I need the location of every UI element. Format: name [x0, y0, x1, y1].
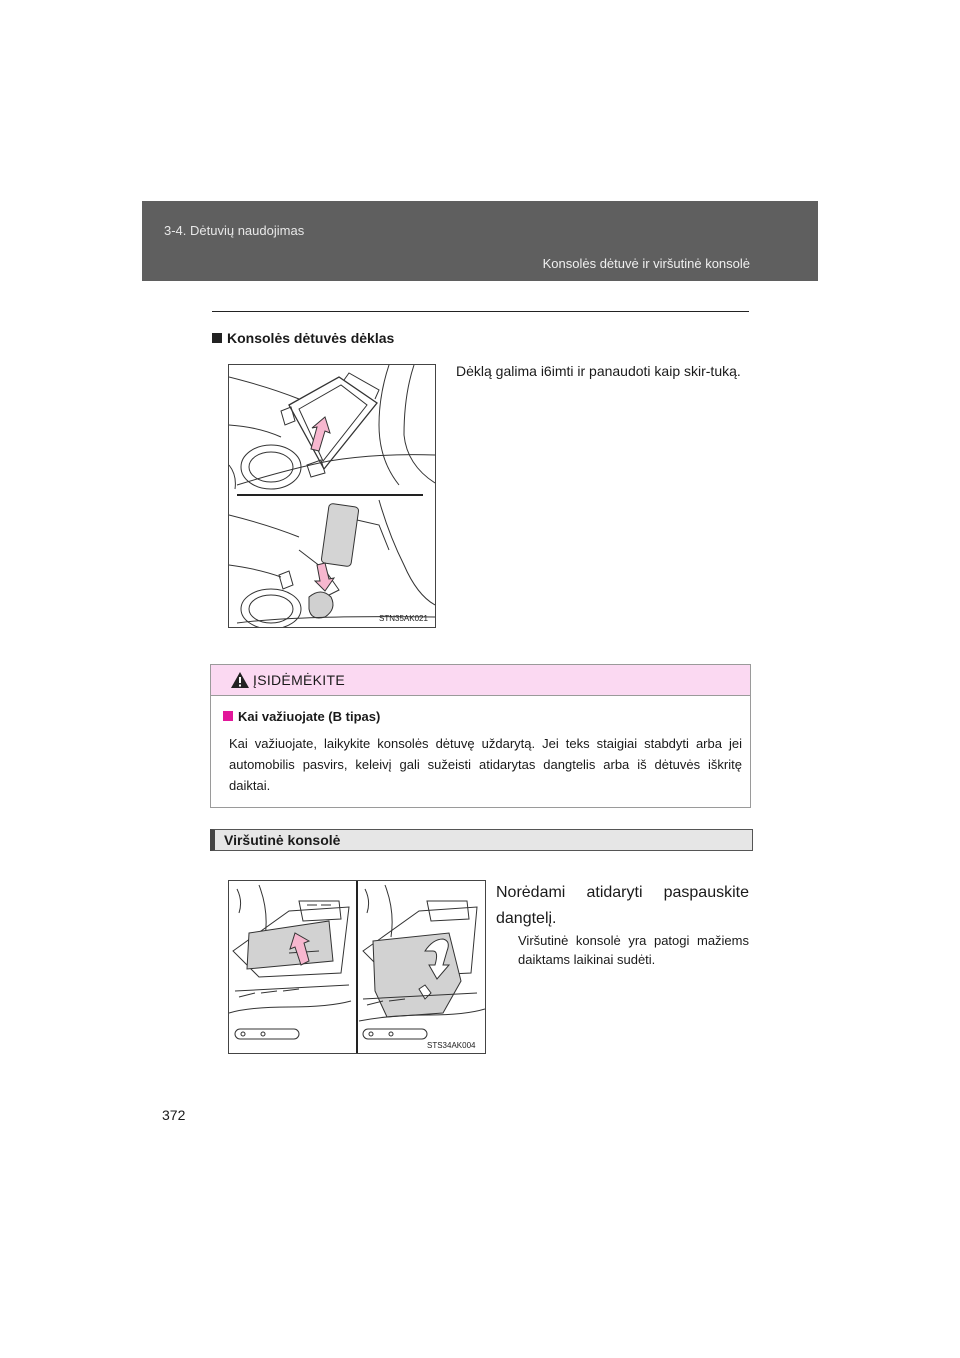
- caution-item-title-text: Kai važiuojate (B tipas): [238, 709, 381, 724]
- paragraph-tray-removal: Dėklą galima i6imti ir panaudoti kaip skir-tuką.: [456, 363, 741, 379]
- square-bullet-icon: [223, 711, 233, 721]
- caution-body: Kai važiuojate, laikykite konsolės dėtuvę uždarytą. Jei teks staigiai stabdyti arba jei automobilis pasvirs, keleivį gali sužeisti atidarytas dangtelis arba iš dėtuvės iškritę daiktai.: [229, 736, 742, 793]
- subheading: [212, 330, 394, 346]
- figure-console-tray: [228, 364, 436, 628]
- caution-header: [211, 665, 750, 696]
- paragraph-console-note: Viršutinė konsolė yra patogi mažiems daiktams laikinai sudėti.: [518, 933, 749, 967]
- caution-item-title: [223, 709, 380, 724]
- caution-title: ĮSIDĖMĖKITE: [253, 672, 345, 688]
- top-divider: [212, 311, 749, 312]
- figure1-code: STN35AK021: [379, 614, 428, 623]
- paragraph-open-instruction: Norėdami atidaryti paspauskite dangtelį.: [496, 884, 749, 927]
- section-title: Viršutinė konsolė: [224, 832, 341, 848]
- overhead-console-illustration: [229, 881, 485, 1053]
- page-number: 372: [162, 1107, 186, 1123]
- header-subsection-title: Konsolės dėtuvė ir viršutinė konsolė: [542, 256, 750, 271]
- figure-overhead-console: [228, 880, 486, 1054]
- insert-arrow-icon: [315, 563, 334, 591]
- section-heading-bar: [210, 829, 753, 851]
- subheading-text: Konsolės dėtuvės dėklas: [227, 330, 395, 346]
- square-bullet-icon: [212, 333, 222, 343]
- header-band: [142, 201, 818, 281]
- warning-triangle-icon: [230, 671, 250, 689]
- caution-box: [210, 664, 751, 808]
- header-section-title: 3-4. Dėtuvių naudojimas: [164, 223, 305, 238]
- figure2-code: STS34AK004: [427, 1041, 476, 1050]
- console-tray-illustration: [229, 365, 435, 627]
- lift-arrow-icon: [311, 417, 330, 451]
